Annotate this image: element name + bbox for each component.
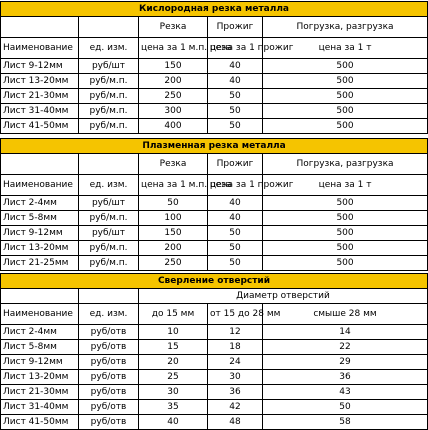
header-spacer: [79, 17, 139, 38]
row-name: Лист 21-30мм: [1, 385, 79, 400]
drilling-table: [0, 273, 428, 430]
row-value: 300: [139, 104, 208, 119]
row-unit: руб/м.п.: [79, 74, 139, 89]
row-value: 200: [139, 241, 208, 256]
row-value: 42: [208, 400, 263, 415]
table-row: [1, 415, 428, 430]
table-row: [1, 370, 428, 385]
header-spacer: [1, 154, 79, 175]
row-unit: руб/отв: [79, 325, 139, 340]
header-price-ton: цена за 1 т: [263, 175, 428, 196]
table-row: [1, 355, 428, 370]
row-name: Лист 5-8мм: [1, 340, 79, 355]
row-value: 150: [139, 59, 208, 74]
row-name: Лист 21-30мм: [1, 89, 79, 104]
table-row: [1, 196, 428, 211]
row-value: 18: [208, 340, 263, 355]
header-cutting: Резка: [139, 154, 208, 175]
header-spacer: [1, 289, 79, 304]
header-diameter: Диаметр отверстий: [139, 289, 428, 304]
row-unit: руб/отв: [79, 415, 139, 430]
header-name: Наименование: [1, 304, 79, 325]
row-unit: руб/шт: [79, 226, 139, 241]
header-unit: ед. изм.: [79, 304, 139, 325]
row-value: 12: [208, 325, 263, 340]
row-name: Лист 9-12мм: [1, 355, 79, 370]
row-value: 40: [208, 59, 263, 74]
row-value: 50: [208, 104, 263, 119]
header-loading: Погрузка, разгрузка: [263, 154, 428, 175]
header-upto-15: до 15 мм: [139, 304, 208, 325]
row-value: 500: [263, 226, 428, 241]
row-value: 40: [208, 196, 263, 211]
row-value: 36: [263, 370, 428, 385]
row-unit: руб/м.п.: [79, 211, 139, 226]
row-value: 10: [139, 325, 208, 340]
row-unit: руб/м.п.: [79, 104, 139, 119]
row-name: Лист 21-25мм: [1, 256, 79, 271]
row-value: 35: [139, 400, 208, 415]
table-row: [1, 211, 428, 226]
row-name: Лист 9-12мм: [1, 226, 79, 241]
row-value: 50: [208, 256, 263, 271]
table-row: [1, 119, 428, 134]
row-unit: руб/отв: [79, 355, 139, 370]
header-price-ton: цена за 1 т: [263, 38, 428, 59]
section-title: Кислородная резка металла: [1, 2, 428, 17]
table-row: [1, 226, 428, 241]
header-15-28: от 15 до 28 мм: [208, 304, 263, 325]
row-value: 15: [139, 340, 208, 355]
row-unit: руб/шт: [79, 59, 139, 74]
row-value: 20: [139, 355, 208, 370]
row-value: 58: [263, 415, 428, 430]
header-over-28: смыше 28 мм: [263, 304, 428, 325]
row-name: Лист 2-4мм: [1, 325, 79, 340]
row-value: 43: [263, 385, 428, 400]
row-value: 100: [139, 211, 208, 226]
table-row: [1, 400, 428, 415]
row-name: Лист 13-20мм: [1, 370, 79, 385]
header-piercing: Прожиг: [208, 154, 263, 175]
header-spacer: [79, 154, 139, 175]
row-value: 500: [263, 211, 428, 226]
row-name: Лист 13-20мм: [1, 74, 79, 89]
header-spacer: [79, 289, 139, 304]
row-value: 500: [263, 89, 428, 104]
plasma-cutting-table: [0, 138, 428, 271]
table-row: [1, 340, 428, 355]
row-value: 250: [139, 89, 208, 104]
row-unit: руб/м.п.: [79, 119, 139, 134]
row-value: 50: [208, 226, 263, 241]
table-row: [1, 325, 428, 340]
row-value: 30: [208, 370, 263, 385]
row-value: 150: [139, 226, 208, 241]
row-unit: руб/м.п.: [79, 89, 139, 104]
header-piercing: Прожиг: [208, 17, 263, 38]
row-value: 500: [263, 104, 428, 119]
row-value: 50: [263, 400, 428, 415]
row-value: 50: [208, 89, 263, 104]
header-name: Наименование: [1, 175, 79, 196]
row-value: 500: [263, 256, 428, 271]
row-name: Лист 31-40мм: [1, 400, 79, 415]
header-price-pierce: цена за 1 прожиг: [208, 38, 263, 59]
section-title: Плазменная резка металла: [1, 139, 428, 154]
row-value: 50: [208, 119, 263, 134]
row-unit: руб/отв: [79, 370, 139, 385]
row-value: 36: [208, 385, 263, 400]
row-name: Лист 13-20мм: [1, 241, 79, 256]
row-value: 400: [139, 119, 208, 134]
row-name: Лист 9-12мм: [1, 59, 79, 74]
row-value: 24: [208, 355, 263, 370]
oxygen-cutting-table: [0, 1, 428, 134]
row-name: Лист 31-40мм: [1, 104, 79, 119]
row-value: 40: [208, 211, 263, 226]
header-spacer: [1, 17, 79, 38]
row-value: 500: [263, 59, 428, 74]
row-value: 250: [139, 256, 208, 271]
row-value: 200: [139, 74, 208, 89]
row-value: 40: [208, 74, 263, 89]
row-value: 22: [263, 340, 428, 355]
row-unit: руб/отв: [79, 340, 139, 355]
table-row: [1, 89, 428, 104]
row-value: 500: [263, 241, 428, 256]
row-value: 50: [139, 196, 208, 211]
header-loading: Погрузка, разгрузка: [263, 17, 428, 38]
row-value: 50: [208, 241, 263, 256]
row-value: 14: [263, 325, 428, 340]
header-price-cut: цена за 1 м.п. реза: [139, 38, 208, 59]
header-unit: ед. изм.: [79, 175, 139, 196]
section-title: Сверление отверстий: [1, 274, 428, 289]
row-value: 48: [208, 415, 263, 430]
row-value: 500: [263, 119, 428, 134]
row-unit: руб/отв: [79, 400, 139, 415]
table-row: [1, 74, 428, 89]
row-value: 500: [263, 196, 428, 211]
row-unit: руб/отв: [79, 385, 139, 400]
table-row: [1, 59, 428, 74]
table-row: [1, 241, 428, 256]
row-name: Лист 41-50мм: [1, 119, 79, 134]
row-name: Лист 41-50мм: [1, 415, 79, 430]
row-name: Лист 2-4мм: [1, 196, 79, 211]
table-row: [1, 104, 428, 119]
header-price-cut: цена за 1 м.п. реза: [139, 175, 208, 196]
header-cutting: Резка: [139, 17, 208, 38]
row-value: 29: [263, 355, 428, 370]
row-unit: руб/м.п.: [79, 256, 139, 271]
table-row: [1, 256, 428, 271]
row-value: 25: [139, 370, 208, 385]
row-value: 30: [139, 385, 208, 400]
header-price-pierce: цена за 1 прожиг: [208, 175, 263, 196]
row-value: 500: [263, 74, 428, 89]
header-name: Наименование: [1, 38, 79, 59]
table-row: [1, 385, 428, 400]
row-unit: руб/шт: [79, 196, 139, 211]
row-name: Лист 5-8мм: [1, 211, 79, 226]
row-unit: руб/м.п.: [79, 241, 139, 256]
header-unit: ед. изм.: [79, 38, 139, 59]
row-value: 40: [139, 415, 208, 430]
